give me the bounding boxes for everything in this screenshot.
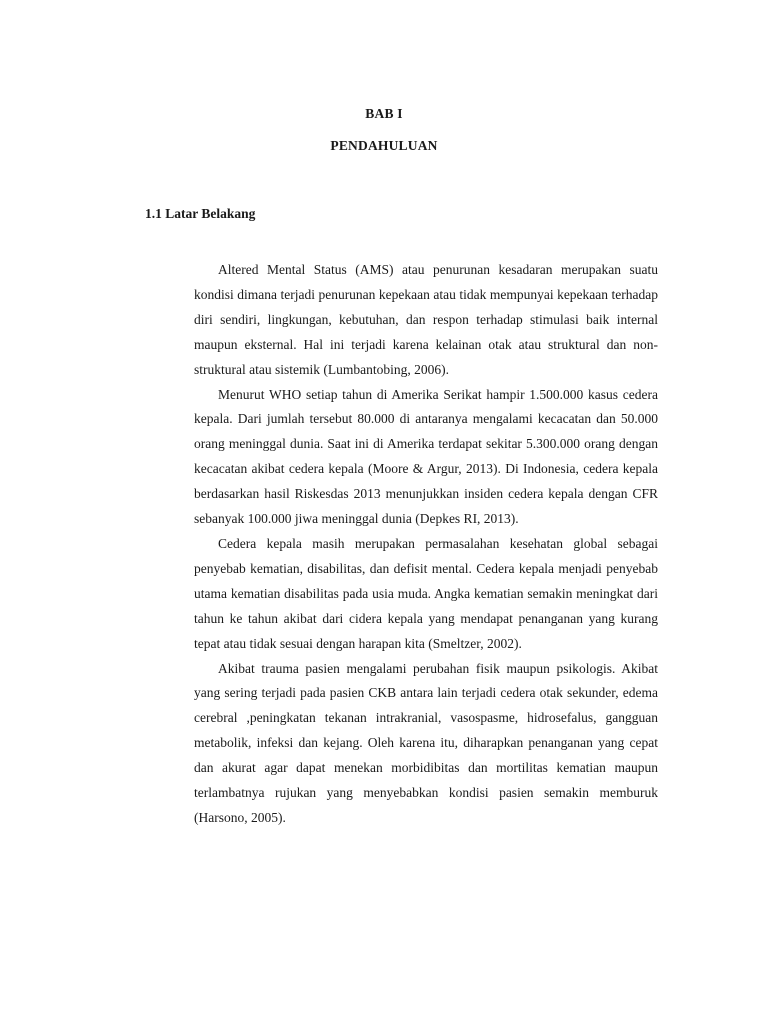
section-heading: 1.1 Latar Belakang	[145, 206, 256, 221]
chapter-title: PENDAHULUAN	[330, 138, 438, 153]
chapter-number: BAB I	[365, 106, 403, 121]
paragraph-ams: Altered Mental Status (AMS) atau penurunan kesadaran merupakan suatu kondisi dimana terjadi penurunan kepekaan atau tidak mempunyai kepekaan terhadap diri sendiri, lingkungan, kebutuhan, dan respon terhadap stimulasi baik internal maupun eksternal. Hal ini terjadi karena kelainan otak atau struktural dan non-struktural atau sistemik (Lumbantobing, 2006).	[194, 262, 658, 377]
paragraph-who-statistics: Menurut WHO setiap tahun di Amerika Serikat hampir 1.500.000 kasus cedera kepala. Dari jumlah tersebut 80.000 di antaranya mengalami kecacatan dan 50.000 orang meninggal dunia. Saat ini di Amerika terdapat sekitar 5.300.000 orang dengan kecacatan akibat cedera kepala (Moore & Argur, 2013). Di Indonesia, cedera kepala berdasarkan hasil Riskesdas 2013 menunjukkan insiden cedera kepala dengan CFR sebanyak 100.000 jiwa meninggal dunia (Depkes RI, 2013).	[194, 386, 658, 527]
paragraph-trauma-effects: Akibat trauma pasien mengalami perubahan fisik maupun psikologis. Akibat yang sering terjadi pada pasien CKB antara lain terjadi cedera otak sekunder, edema cerebral ,peningkatan tekanan intrakranial, vasospasme, hidrosefalus, gangguan metabolik, infeksi dan kejang. Oleh karena itu, diharapkan penanganan yang cepat dan akurat agar dapat menekan morbidibitas dan mortilitas kematian maupun terlambatnya rujukan yang menyebabkan kondisi pasien semakin memburuk (Harsono, 2005).	[194, 660, 658, 825]
body-text	[194, 258, 658, 831]
paragraph-global-health: Cedera kepala masih merupakan permasalahan kesehatan global sebagai penyebab kematian, disabilitas, dan defisit mental. Cedera kepala menjadi penyebab utama kematian disabilitas pada usia muda. Angka kematian semakin meningkat dari tahun ke tahun akibat dari cidera kepala yang mendapat penanganan yang kurang tepat atau tidak sesuai dengan harapan kita (Smeltzer, 2002).	[194, 535, 658, 651]
